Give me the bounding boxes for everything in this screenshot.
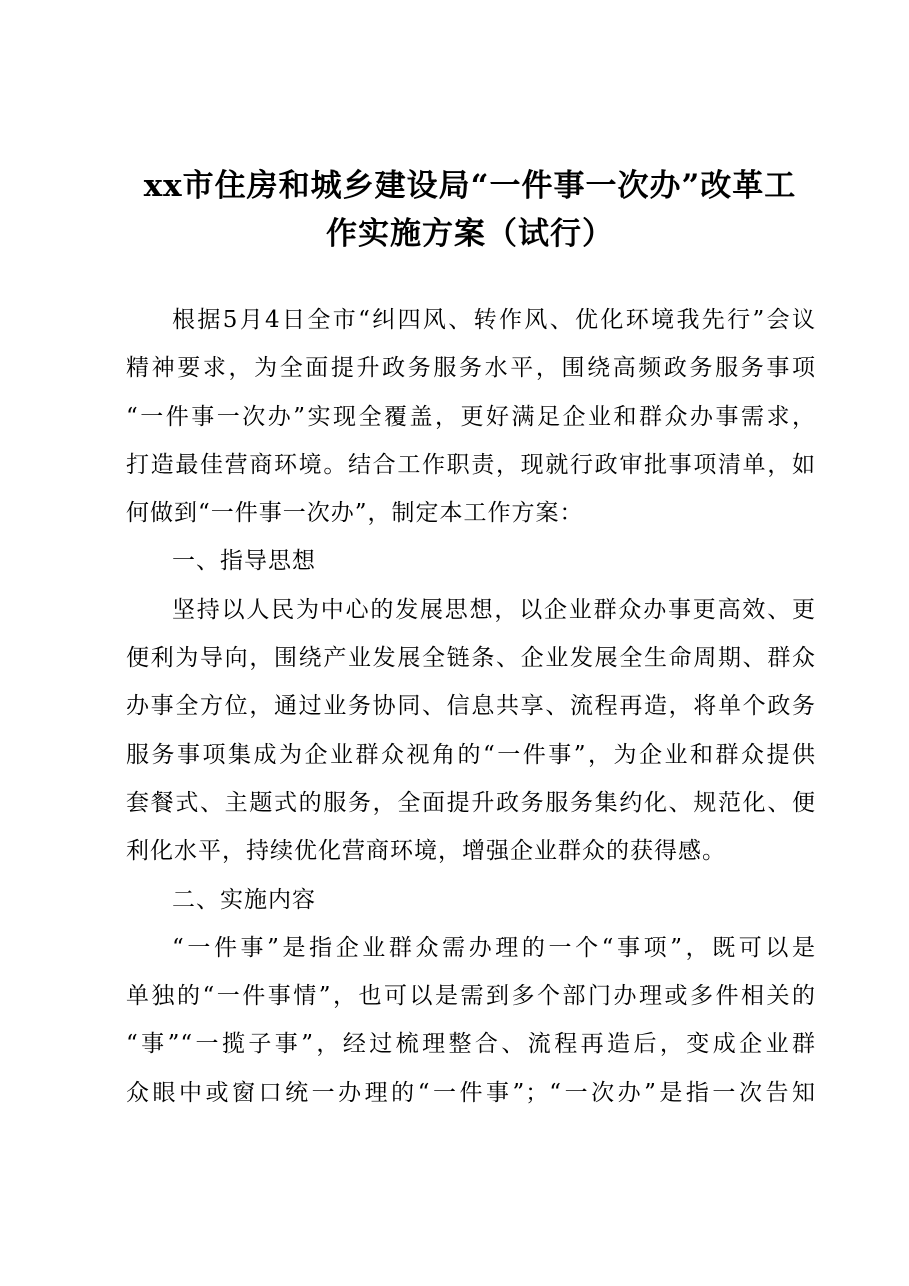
paragraph-intro	[126, 296, 816, 537]
text-line: 坚持以人民为中心的发展思想，以企业群众办事更高效、更	[172, 596, 816, 623]
title-line: 作实施方案（试行）	[326, 216, 614, 252]
text-line: “事”“一揽子事”，经过梳理整合、流程再造后，变成企业群	[126, 1031, 816, 1058]
text-line: 单独的“一件事情”，也可以是需到多个部门办理或多件相关的	[126, 983, 816, 1010]
text-line: 打造最佳营商环境。结合工作职责，现就行政审批事项清单，如	[126, 451, 816, 478]
text-line: 众眼中或窗口统一办理的“一件事”；“一次办”是指一次告知	[126, 1079, 816, 1106]
section-heading-guiding-ideology	[126, 537, 816, 585]
text-line: 办事全方位，通过业务协同、信息共享、流程再造，将单个政务	[126, 693, 816, 720]
text-line: 利化水平，持续优化营商环境，增强企业群众的获得感。	[126, 838, 726, 865]
text-line: 何做到“一件事一次办”，制定本工作方案：	[126, 500, 584, 527]
paragraph-implementation	[126, 924, 816, 1117]
text-line: 精神要求，为全面提升政务服务水平，围绕高频政务服务事项	[126, 355, 816, 382]
text-line: 便利为导向，围绕产业发展全链条、企业发展全生命周期、群众	[126, 645, 816, 672]
document-body	[126, 296, 816, 1117]
text-line: 服务事项集成为企业群众视角的“一件事”，为企业和群众提供	[126, 741, 816, 768]
title-line: xx市住房和城乡建设局“一件事一次办”改革工	[143, 168, 797, 204]
paragraph-guiding-ideology	[126, 586, 816, 876]
text-line: “一件事”是指企业群众需办理的一个“事项”，既可以是	[172, 934, 816, 961]
heading-line: 一、指导思想	[172, 548, 316, 575]
text-line: 套餐式、主题式的服务，全面提升政务服务集约化、规范化、便	[126, 789, 816, 816]
text-line: “一件事一次办”实现全覆盖，更好满足企业和群众办事需求，	[126, 403, 816, 430]
section-heading-implementation	[126, 876, 816, 924]
document-title	[110, 162, 830, 258]
heading-line: 二、实施内容	[172, 886, 316, 913]
text-line: 根据5月4日全市“纠四风、转作风、优化环境我先行”会议	[172, 307, 816, 333]
